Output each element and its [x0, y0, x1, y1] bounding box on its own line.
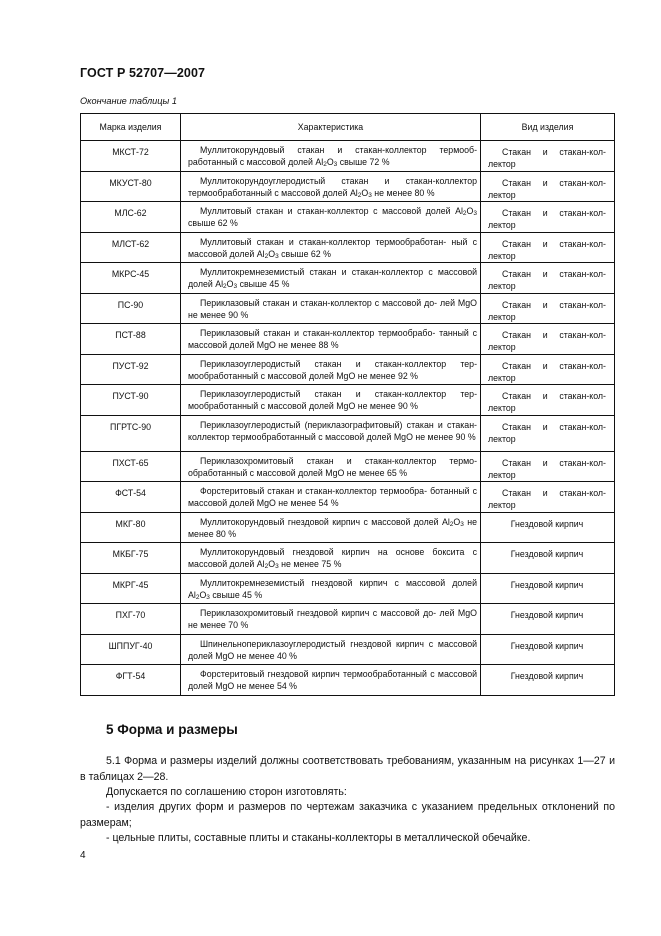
product-kind: Гнездовой кирпич: [481, 604, 615, 635]
product-kind: Гнездовой кирпич: [481, 573, 615, 604]
product-characteristic: Муллитокорундовый гнездовой кирпич с массовой долей $Al_2O_3$ не менее 80 %: [181, 512, 481, 543]
product-characteristic: Форстеритовый гнездовой кирпич термообработанный с массовой долей MgO не менее 54 %: [181, 665, 481, 696]
column-header-mark: Марка изделия: [81, 114, 181, 141]
table-row: [81, 415, 615, 451]
product-characteristic: Периклазохромитовый гнездовой кирпич с массовой до- лей MgO не менее 70 %: [181, 604, 481, 635]
product-mark: ПГРТС-90: [81, 415, 181, 451]
table-row: [81, 634, 615, 665]
product-mark: ПУСТ-92: [81, 354, 181, 385]
product-kind: Стакан и стакан-кол- лектор: [481, 263, 615, 294]
product-characteristic: Периклазовый стакан и стакан-коллектор с массовой до- лей MgO не менее 90 %: [181, 293, 481, 324]
section-title: 5 Форма и размеры: [106, 722, 238, 737]
product-characteristic: Муллитокорундовый гнездовой кирпич на основе боксита с массовой долей $Al_2O_3$ не менее 75 %: [181, 543, 481, 574]
product-kind: Стакан и стакан-кол- лектор: [481, 293, 615, 324]
product-characteristic: Муллитокорундоуглеродистый стакан и стакан-коллектор термообработанный с массовой долей $Al_2O_3$ не менее 80 %: [181, 171, 481, 202]
product-kind: Стакан и стакан-кол- лектор: [481, 232, 615, 263]
product-kind: Гнездовой кирпич: [481, 665, 615, 696]
table-row: [81, 293, 615, 324]
product-mark: МКУСТ-80: [81, 171, 181, 202]
table-row: [81, 482, 615, 513]
product-characteristic: Муллитовый стакан и стакан-коллектор с массовой долей $Al_2O_3$ свыше 62 %: [181, 202, 481, 233]
table-row: [81, 573, 615, 604]
product-characteristic: Периклазохромитовый стакан и стакан-коллектор термо- обработанный с массовой долей MgO не менее 65 %: [181, 451, 481, 482]
column-header-characteristic: Характеристика: [181, 114, 481, 141]
table-row: [81, 263, 615, 294]
product-mark: ФГТ-54: [81, 665, 181, 696]
table-row: [81, 354, 615, 385]
table-row: [81, 543, 615, 574]
table-row: [81, 385, 615, 416]
product-characteristic: Муллитокремнеземистый гнездовой кирпич с массовой долей $Al_2O_3$ свыше 45 %: [181, 573, 481, 604]
product-mark: МКГ-80: [81, 512, 181, 543]
table-row: [81, 202, 615, 233]
product-kind: Стакан и стакан-кол- лектор: [481, 141, 615, 172]
product-characteristic: Муллитокорундовый стакан и стакан-коллектор термооб- работанный с массовой долей $Al_2O_3$ свыше 72 %: [181, 141, 481, 172]
product-kind: Стакан и стакан-кол- лектор: [481, 354, 615, 385]
column-header-kind: Вид изделия: [481, 114, 615, 141]
product-mark: ПХСТ-65: [81, 451, 181, 482]
product-mark: МКРГ-45: [81, 573, 181, 604]
table-row: [81, 512, 615, 543]
product-mark: МКБГ-75: [81, 543, 181, 574]
product-kind: Стакан и стакан-кол- лектор: [481, 415, 615, 451]
product-kind: Стакан и стакан-кол- лектор: [481, 324, 615, 355]
paragraph-item-other-forms: - изделия других форм и размеров по чертежам заказчика с указанием предельных отклонений по размерам;: [80, 801, 615, 829]
product-characteristic: Периклазоуглеродистый (периклазографитовый) стакан и стакан-коллектор термообработанный с массовой долей MgO не менее 90 %: [181, 415, 481, 451]
product-mark: ФСТ-54: [81, 482, 181, 513]
paragraph-allowed: Допускается по соглашению сторон изготовлять:: [106, 786, 347, 798]
product-mark: МКСТ-72: [81, 141, 181, 172]
table-header-row: [81, 114, 615, 141]
product-mark: ПУСТ-90: [81, 385, 181, 416]
product-mark: ПХГ-70: [81, 604, 181, 635]
product-mark: ШППУГ-40: [81, 634, 181, 665]
products-table: [80, 113, 615, 696]
product-kind: Гнездовой кирпич: [481, 512, 615, 543]
paragraph-item-plates: - цельные плиты, составные плиты и стаканы-коллекторы в металлической обечайке.: [106, 832, 531, 844]
document-header: ГОСТ Р 52707—2007: [80, 66, 206, 80]
table-row: [81, 141, 615, 172]
product-kind: Стакан и стакан-кол- лектор: [481, 171, 615, 202]
product-characteristic: Периклазоуглеродистый стакан и стакан-коллектор тер- мообработанный с массовой долей MgO не менее 92 %: [181, 354, 481, 385]
product-kind: Стакан и стакан-кол- лектор: [481, 202, 615, 233]
table-row: [81, 604, 615, 635]
product-mark: МЛС-62: [81, 202, 181, 233]
table-row: [81, 665, 615, 696]
product-mark: ПС-90: [81, 293, 181, 324]
product-kind: Стакан и стакан-кол- лектор: [481, 385, 615, 416]
product-mark: МЛСТ-62: [81, 232, 181, 263]
product-characteristic: Муллитокремнеземистый стакан и стакан-коллектор с массовой долей $Al_2O_3$ свыше 45 %: [181, 263, 481, 294]
product-kind: Гнездовой кирпич: [481, 634, 615, 665]
product-characteristic: Шпинельнопериклазоуглеродистый гнездовой кирпич с массовой долей MgO не менее 40 %: [181, 634, 481, 665]
table-row: [81, 451, 615, 482]
product-kind: Стакан и стакан-кол- лектор: [481, 482, 615, 513]
product-mark: МКРС-45: [81, 263, 181, 294]
product-mark: ПСТ-88: [81, 324, 181, 355]
product-kind: Стакан и стакан-кол- лектор: [481, 451, 615, 482]
table-caption: Окончание таблицы 1: [80, 96, 177, 106]
product-characteristic: Периклазовый стакан и стакан-коллектор термообрабо- танный с массовой долей MgO не менее 88 %: [181, 324, 481, 355]
table-row: [81, 232, 615, 263]
product-kind: Гнездовой кирпич: [481, 543, 615, 574]
product-characteristic: Периклазоуглеродистый стакан и стакан-коллектор тер- мообработанный с массовой долей MgO не менее 90 %: [181, 385, 481, 416]
paragraph-5-1: 5.1 Форма и размеры изделий должны соответствовать требованиям, указанным на рисунках 1—27 и в таблицах 2—28.: [80, 755, 615, 783]
product-characteristic: Муллитовый стакан и стакан-коллектор термообработан- ный с массовой долей $Al_2O_3$ свыше 62 %: [181, 232, 481, 263]
product-characteristic: Форстеритовый стакан и стакан-коллектор термообра- ботанный с массовой долей MgO не менее 54 %: [181, 482, 481, 513]
table-row: [81, 171, 615, 202]
page-number: 4: [80, 850, 86, 861]
table-row: [81, 324, 615, 355]
